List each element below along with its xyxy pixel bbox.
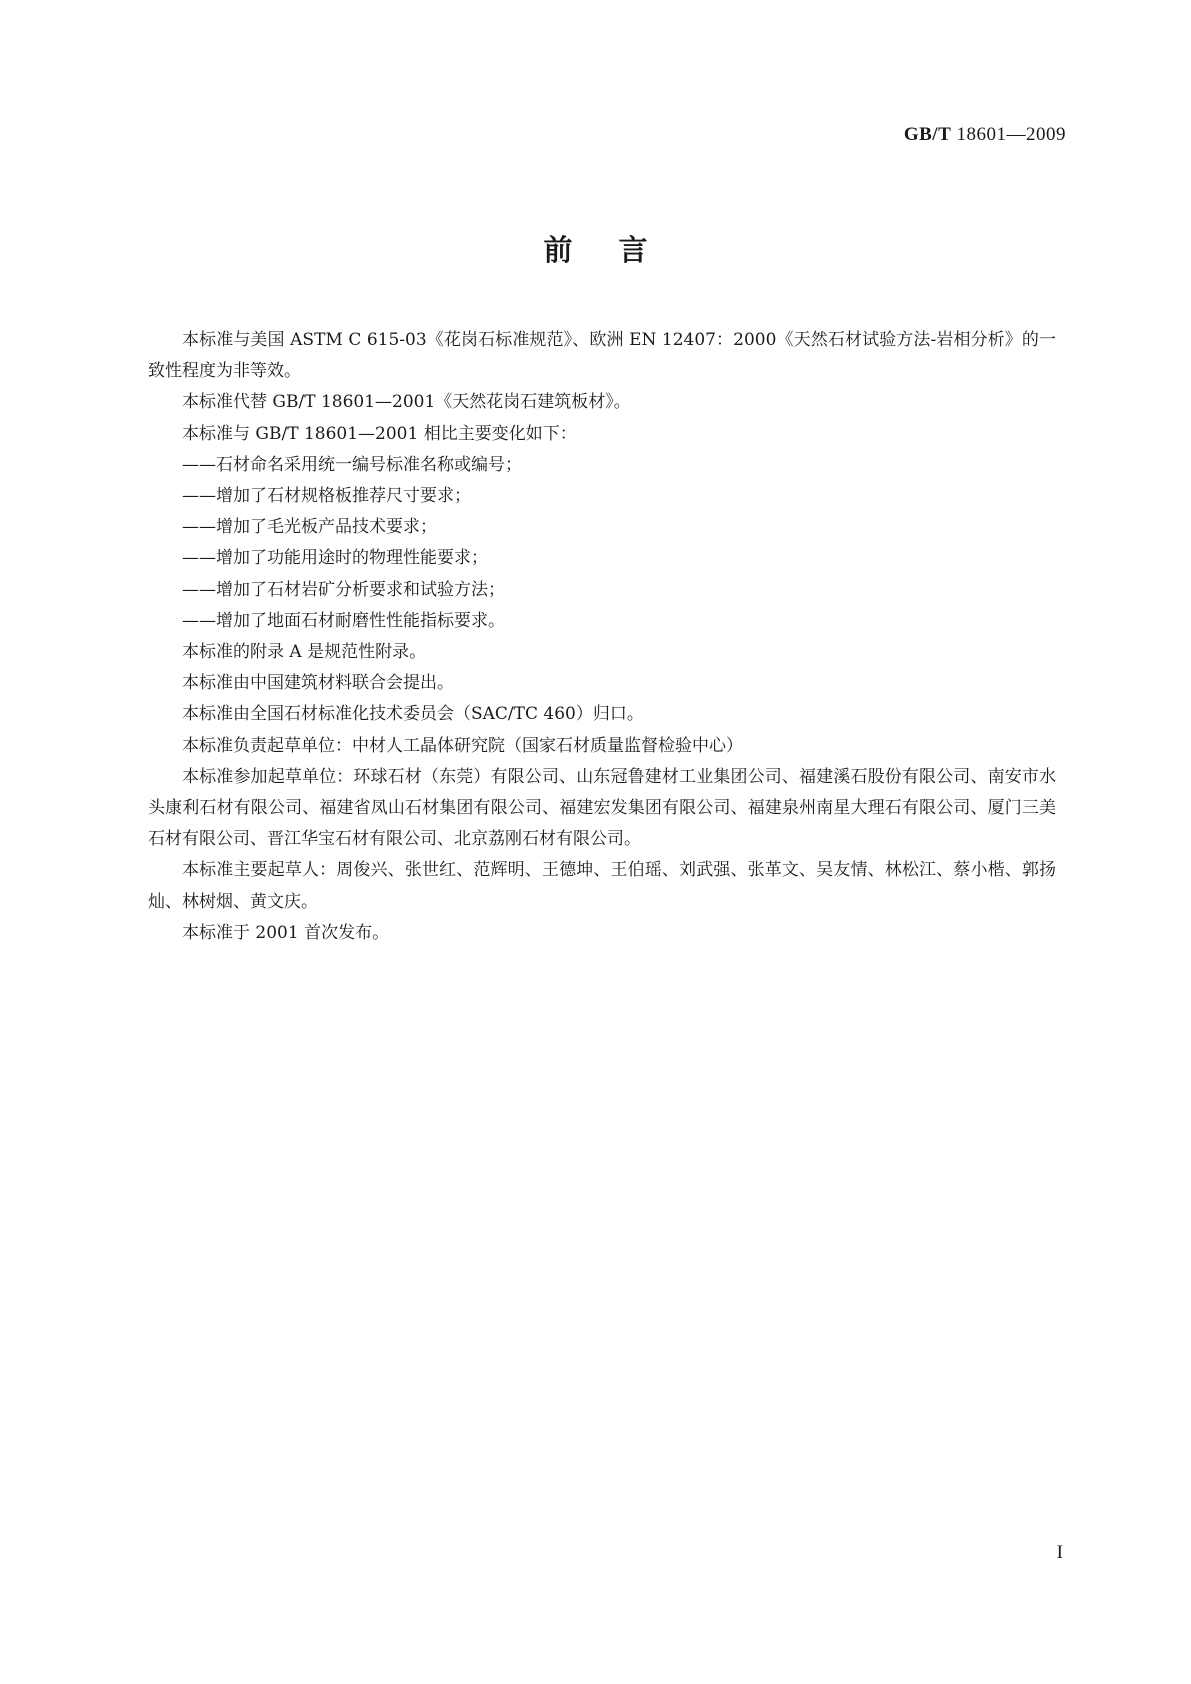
- managed-by-paragraph: 本标准由全国石材标准化技术委员会（SAC/TC 460）归口。: [182, 704, 644, 725]
- list-item: ——增加了地面石材耐磨性性能指标要求。: [182, 610, 505, 631]
- replacement-paragraph: 本标准代替 GB/T 18601—2001《天然花岗石建筑板材》。: [182, 392, 631, 413]
- standard-code: [904, 124, 1066, 146]
- changes-list: [148, 450, 1056, 637]
- main-drafters-paragraph: 本标准主要起草人：周俊兴、张世红、范辉明、王德坤、王伯瑶、刘武强、张革文、吴友情、林松江、蔡小楷、郭扬灿、林树烟、黄文庆。: [148, 860, 1056, 912]
- list-item: ——增加了石材规格板推荐尺寸要求；: [182, 486, 471, 507]
- list-item: ——增加了功能用途时的物理性能要求；: [182, 548, 488, 569]
- list-item: ——增加了石材岩矿分析要求和试验方法；: [182, 579, 505, 600]
- proposed-by-paragraph: 本标准由中国建筑材料联合会提出。: [182, 673, 454, 694]
- first-issued-paragraph: 本标准于 2001 首次发布。: [182, 922, 390, 943]
- lead-drafter-paragraph: 本标准负责起草单位：中材人工晶体研究院（国家石材质量监督检验中心）: [182, 735, 743, 756]
- participating-drafters-paragraph: 本标准参加起草单位：环球石材（东莞）有限公司、山东冠鲁建材工业集团公司、福建溪石股份有限公司、南安市水头康利石材有限公司、福建省凤山石材集团有限公司、福建宏发集团有限公司、福建泉州南星大理石有限公司、厦门三美石材有限公司、晋江华宝石材有限公司、北京荔刚石材有限公司。: [148, 766, 1056, 850]
- changes-intro-paragraph: 本标准与 GB/T 18601—2001 相比主要变化如下：: [182, 423, 577, 444]
- foreword-body: [148, 325, 1056, 949]
- page-title: 前言: [543, 233, 694, 267]
- appendix-paragraph: 本标准的附录 A 是规范性附录。: [182, 642, 427, 663]
- list-item: ——石材命名采用统一编号标准名称或编号；: [182, 454, 522, 475]
- page-number: I: [1056, 1542, 1063, 1563]
- standard-code-prefix: GB/T: [903, 124, 952, 145]
- standard-code-number: 18601—2009: [956, 124, 1066, 145]
- equivalence-paragraph: 本标准与美国 ASTM C 615-03《花岗石标准规范》、欧洲 EN 12407：2000《天然石材试验方法-岩相分析》的一致性程度为非等效。: [148, 330, 1056, 382]
- list-item: ——增加了毛光板产品技术要求；: [182, 517, 437, 538]
